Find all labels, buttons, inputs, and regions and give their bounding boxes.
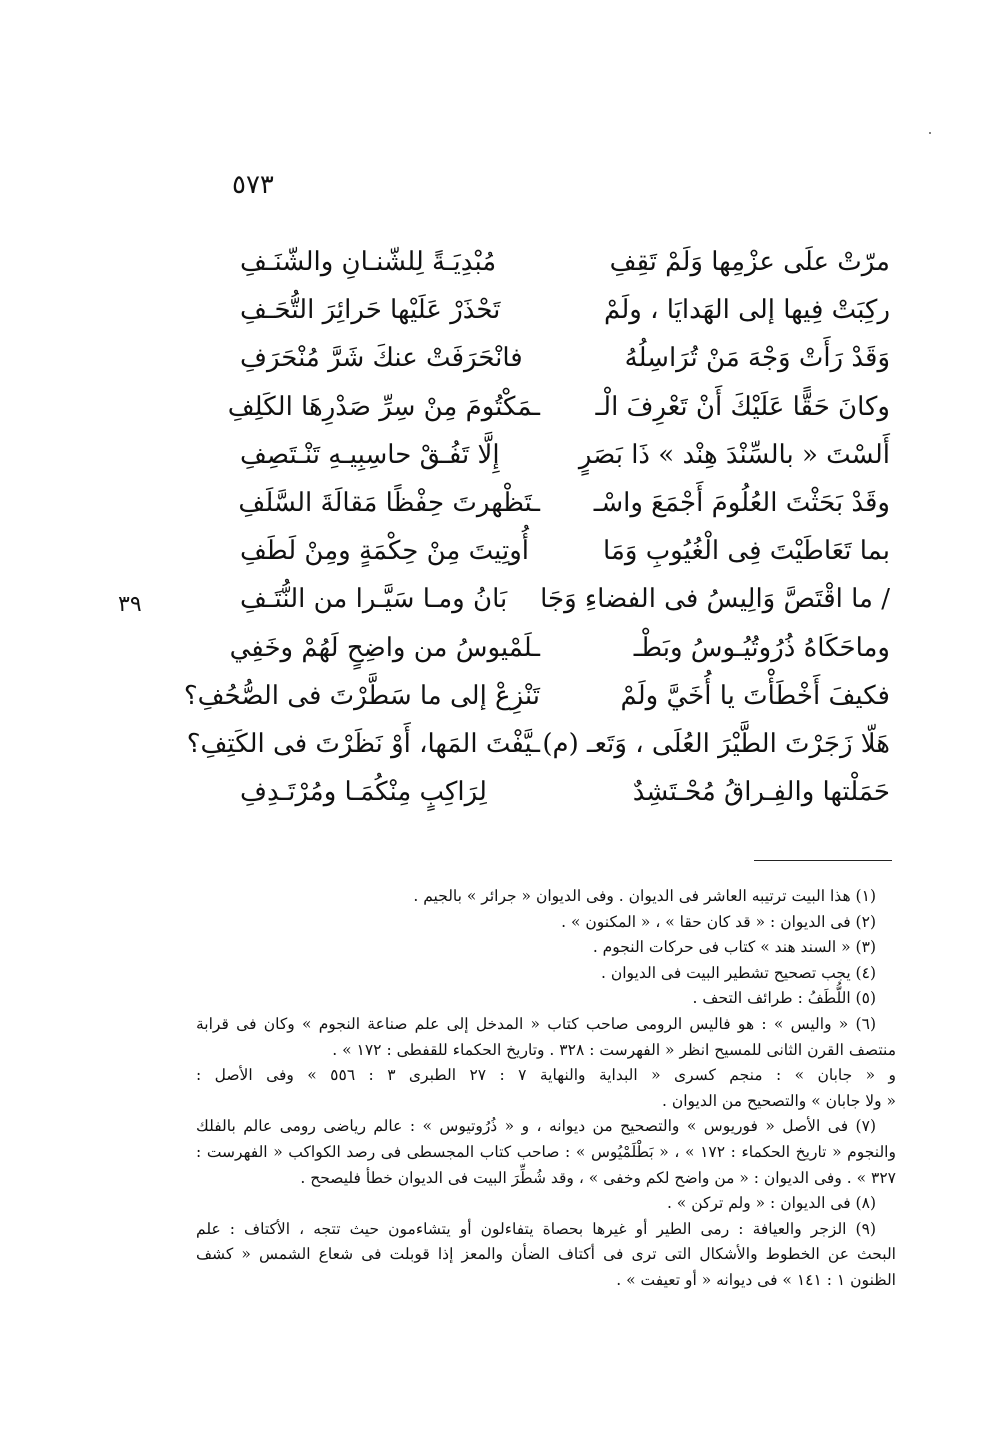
verse	[186, 720, 890, 768]
verse	[227, 383, 890, 431]
hemistich-second: ـلَمْيوسُ من واضِحٍ لَهُمْ وخَفِي	[229, 632, 540, 663]
hemistich-first: وماحَكَاهُ ذُرُوتُيُـوسُ وبَطْـ	[633, 632, 890, 663]
hemistich-first: هَلّا زَجَرْتَ الطَّيْرَ العُلَى ، وَتَعـ (م)	[542, 728, 890, 759]
hemistich-first: وَقَدْ رَأَتْ وَجْهَ مَنْ تُرَاسِلُهُ	[624, 343, 890, 374]
footnote-line: (٥) اللُّطَفُ : طرائف التحف .	[692, 989, 876, 1008]
footnote-line: و « جابان » : منجم كسرى « البداية والنهاية ٧ : ٢٧ الطبرى ٣ : ٥٥٦ » وفى الأصل :	[196, 1066, 896, 1085]
hemistich-first: ركِبَتْ فِيها إلى الهَدايَا ، ولَمْ	[604, 295, 890, 326]
hemistich-second: تَحْذَرْ عَلَيْها حَرائِرَ التُّحَـفِ	[240, 295, 501, 326]
verse	[240, 575, 890, 623]
page-speck	[929, 132, 931, 134]
verse	[240, 527, 890, 575]
footnote-line: (٣) « السند هند » كتاب فى حركات النجوم .	[592, 938, 876, 957]
hemistich-second: إِلَّا تَفُـقْ حاسِبِيـهِ تَنْـتَصِفِ	[240, 439, 500, 470]
footnote-separator	[754, 860, 892, 861]
hemistich-first: وقَدْ بَحَثْتَ العُلُومَ أَجْمَعَ واسْـ	[593, 488, 890, 519]
hemistich-second: تَنْزِعْ إلى ما سَطَّرْتَ فى الصُّحُفِ؟	[183, 680, 540, 711]
verse	[240, 431, 890, 479]
verse	[240, 334, 890, 382]
hemistich-second: مُبْدِيَـةً لِلشّنـانِ والشّنَـفِ	[240, 247, 497, 278]
hemistich-first: وكانَ حَقًّا عَلَيْكَ أَنْ تَعْرِفَ الْـ	[595, 391, 890, 422]
poem	[183, 238, 890, 816]
footnote-line: (٩) الزجر والعيافة : رمى الطير أو غيرها بحصاة يتفاءلون أو يتشاءمون حيث تتجه ، الأكتاف : علم	[196, 1219, 876, 1238]
verse	[229, 624, 890, 672]
footnote-line: البحث عن الخطوط والأشكال التى ترى فى أكتاف الضأن والمعز إذا قوبلت فى شعاع الشمس « كشف	[196, 1245, 896, 1264]
hemistich-second: أُوتِيتَ مِنْ حِكْمَةٍ ومِنْ لَطَفِ	[240, 536, 530, 567]
hemistich-first: بما تَعَاطَيْتَ فِى الْغُيُوبِ وَمَا	[603, 536, 890, 567]
hemistich-second: ـتَظْهرتَ حِفْظًا مَقالَةَ السَّلَفِ	[238, 488, 540, 519]
margin-page-reference: ٣٩	[118, 592, 142, 617]
hemistich-first: حَمَلْتها والفِـراقُ مُحْـتَشِدٌ	[632, 777, 890, 808]
hemistich-first: أَلسْتَ « بالسِّنْدَ هِنْد » ذَا بَصَرٍ	[578, 439, 890, 470]
verse	[240, 238, 890, 286]
verse	[183, 672, 890, 720]
footnote-line: (١) هذا البيت ترتيبه العاشر فى الديوان . وفى الديوان « جرائر » بالجيم .	[413, 887, 876, 905]
verse	[240, 479, 890, 527]
hemistich-second: فانْحَرَفَتْ عنكَ شَرَّ مُنْحَرَفِ	[240, 343, 523, 374]
footnote-line: ٣٢٧ » . وفى الديوان : « من واضح لكم وخفى » ، وقد شُطِّرَ البيت فى الديوان خطأ فليصحح .	[300, 1168, 896, 1187]
hemistich-first: فكيفَ أَخْطَأْتَ يا أُخَيَّ ولَمْ	[620, 680, 890, 711]
footnote-line: منتصف القرن الثانى للمسيح انظر « الفهرست : ٣٢٨ . وتاريخ الحكماء للقفطى : ١٧٢ » .	[332, 1040, 896, 1059]
verse	[240, 286, 890, 334]
footnote-line: (٢) فى الديوان : « قد كان حقا » ، « المكنون » .	[561, 912, 876, 931]
footnote-line: (٨) فى الديوان : « ولم تركن » .	[666, 1194, 876, 1213]
footnote-line: (٧) فى الأصل « فوريوس » والتصحيح من ديوانه ، و « ذُرُوتيوس » : عالم رياضى رومى عالم بالفلك	[196, 1117, 876, 1136]
footnote-line: والنجوم « تاريخ الحكماء : ١٧٢ » ، « بَطْلَمْيُوس » : صاحب كتاب المجسطى فى رصد الكواكب « الفهرست :	[196, 1142, 896, 1161]
footnote-line: (٤) يجب تصحيح تشطير البيت فى الديوان .	[600, 963, 876, 982]
hemistich-first: مرّتْ علَى عزْمِها وَلَمْ تَقِفِ	[609, 247, 890, 278]
footnote-line: « ولا جابان » والتصحيح من الديوان .	[661, 1091, 896, 1110]
page-number: ٥٧٣	[232, 170, 274, 200]
hemistich-second: ـمَكْتُومَ مِنْ سِرِّ صَدْرِهَا الكَلِفِ	[227, 391, 540, 422]
footnotes	[196, 884, 896, 1294]
hemistich-second: بَانُ ومـا سَيَّـرا من النُّتَـفِ	[240, 584, 508, 615]
footnote-line: (٦) « واليس » : هو فاليس الرومى صاحب كتاب « المدخل إلى علم صناعة النجوم » وكان فى قرابة	[196, 1014, 876, 1033]
hemistich-second: لِرَاكِبٍ مِنْكُمَـا ومُرْتَـدِفِ	[240, 777, 487, 808]
verse	[240, 768, 890, 816]
hemistich-first: / ما اقْتَصَّ وَالِيسُ فى الفضاءِ وَجَا	[540, 584, 890, 615]
hemistich-second: ـيَّفْتَ المَها، أَوْ نَظَرْتَ فى الكَتِفِ؟	[186, 728, 540, 759]
footnote-line: الظنون ١ : ١٤١ » فى ديوانه « أو تعيفت » .	[616, 1270, 896, 1289]
